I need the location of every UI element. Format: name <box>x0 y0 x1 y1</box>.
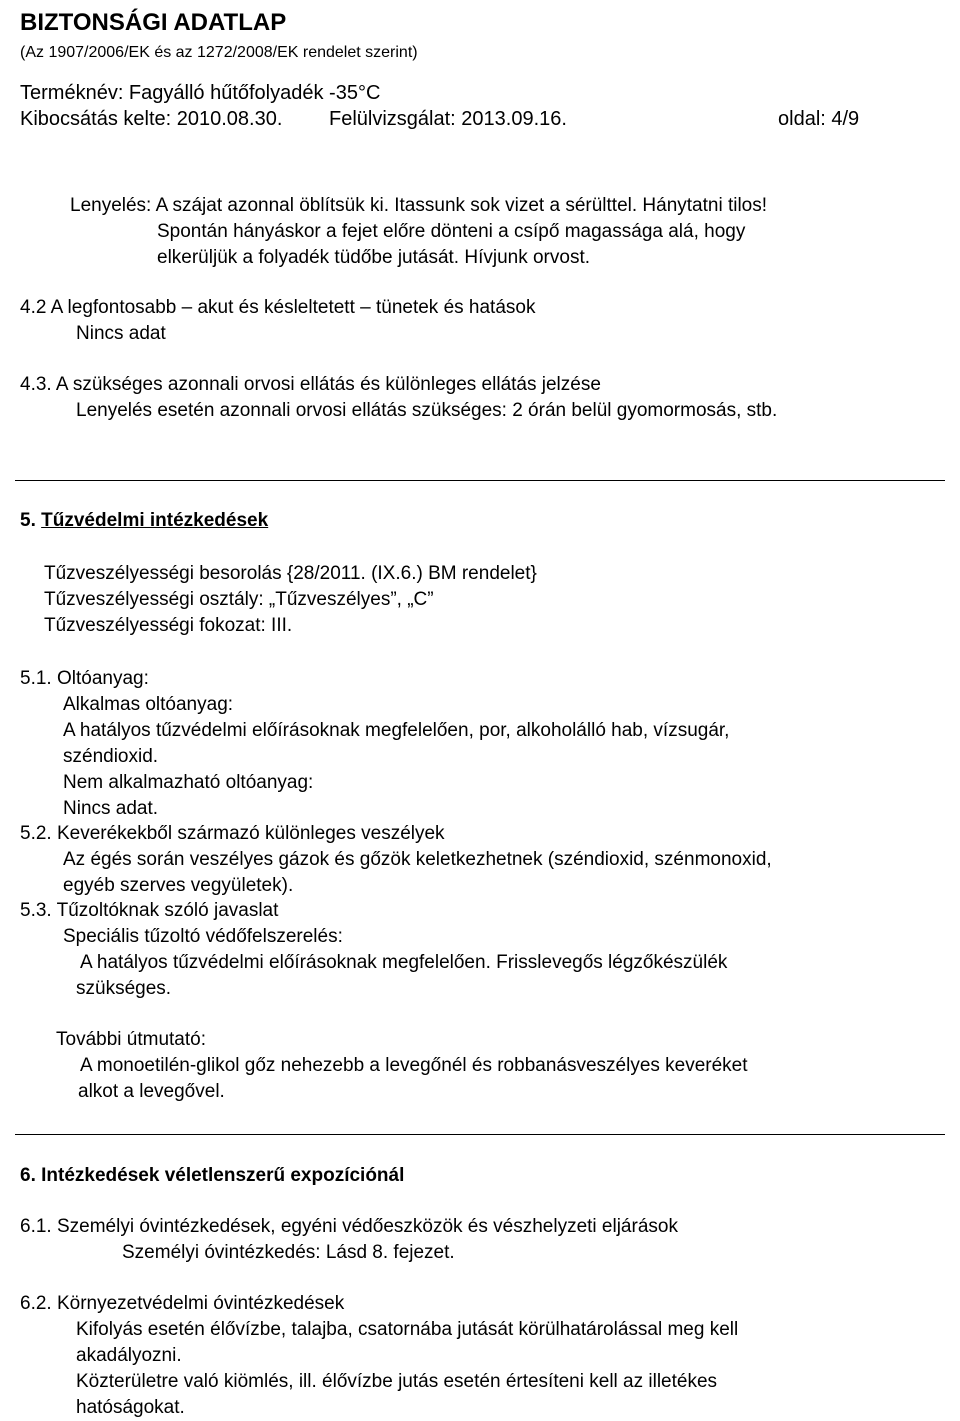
section-5-2-line-a: Az égés során veszélyes gázok és gőzök keletkezhetnek (széndioxid, szénmonoxid, <box>63 849 772 870</box>
further-guidance-line-b: alkot a levegővel. <box>78 1081 225 1102</box>
swallow-line-1: Lenyelés: A szájat azonnal öblítsük ki. Itassunk sok vizet a sérülttel. Hánytatni tilos! <box>70 195 768 216</box>
section-6-2-line-c: Közterületre való kiömlés, ill. élővízbe jutás esetén értesíteni kell az illetékes <box>76 1371 718 1392</box>
section-5-2-line-b: egyéb szerves vegyületek). <box>63 875 294 896</box>
section-5-1-line-d: Nem alkalmazható oltóanyag: <box>63 772 314 793</box>
section-5-3-line-a: Speciális tűzoltó védőfelszerelés: <box>63 926 343 947</box>
section-4-2-text: Nincs adat <box>76 323 166 344</box>
page-number: oldal: 4/9 <box>778 108 860 130</box>
section-5-1-line-e: Nincs adat. <box>63 798 159 819</box>
section-6-2-heading: 6.2. Környezetvédelmi óvintézkedések <box>20 1293 345 1314</box>
issue-date: Kibocsátás kelte: 2010.08.30. <box>20 108 283 130</box>
document-title: BIZTONSÁGI ADATLAP <box>20 9 287 36</box>
section-4-2-heading: 4.2 A legfontosabb – akut és késleltetett – tünetek és hatások <box>20 297 536 318</box>
section-5-2-heading: 5.2. Keverékekből származó különleges veszélyek <box>20 823 445 844</box>
section-divider <box>15 1134 945 1135</box>
product-name: Terméknév: Fagyálló hűtőfolyadék -35°C <box>20 82 381 104</box>
section-5-1-line-b: A hatályos tűzvédelmi előírásoknak megfelelően, por, alkoholálló hab, vízsugár, <box>63 720 730 741</box>
fire-class-line-2: Tűzveszélyességi osztály: „Tűzveszélyes”, „C” <box>44 589 434 610</box>
section-4-3-heading: 4.3. A szükséges azonnali orvosi ellátás és különleges ellátás jelzése <box>20 374 601 395</box>
further-guidance-heading: További útmutató: <box>56 1029 206 1050</box>
section-5-1-line-a: Alkalmas oltóanyag: <box>63 694 234 715</box>
section-5-3-heading: 5.3. Tűzoltóknak szóló javaslat <box>20 900 279 921</box>
section-4-3-text: Lenyelés esetén azonnali orvosi ellátás szükséges: 2 órán belül gyomormosás, stb. <box>76 400 778 421</box>
section-5-heading <box>20 508 268 534</box>
revision-date: Felülvizsgálat: 2013.09.16. <box>329 108 567 130</box>
swallow-line-2: Spontán hányáskor a fejet előre dönteni a csípő magassága alá, hogy <box>157 221 746 242</box>
section-6-1-line-a: Személyi óvintézkedés: Lásd 8. fejezet. <box>122 1242 455 1263</box>
section-5-3-line-c: szükséges. <box>76 978 172 999</box>
further-guidance-line-a: A monoetilén-glikol gőz nehezebb a levegőnél és robbanásveszélyes keveréket <box>80 1055 748 1076</box>
section-6-heading: 6. Intézkedések véletlenszerű expozíciónál <box>20 1165 405 1186</box>
section-divider <box>15 480 945 481</box>
fire-class-line-1: Tűzveszélyességi besorolás {28/2011. (IX.6.) BM rendelet} <box>44 563 537 584</box>
section-5-title: Tűzvédelmi intézkedések <box>41 510 269 531</box>
section-5-1-heading: 5.1. Oltóanyag: <box>20 668 149 689</box>
swallow-line-3: elkerüljük a folyadék tüdőbe jutását. Hívjunk orvost. <box>157 247 591 268</box>
section-6-1-heading: 6.1. Személyi óvintézkedések, egyéni védőeszközök és vészhelyzeti eljárások <box>20 1216 678 1237</box>
section-6-2-line-b: akadályozni. <box>76 1345 182 1366</box>
section-5-number: 5. <box>20 510 36 531</box>
fire-class-line-3: Tűzveszélyességi fokozat: III. <box>44 615 293 636</box>
regulation-subtitle: (Az 1907/2006/EK és az 1272/2008/EK rendelet szerint) <box>20 44 418 61</box>
section-5-3-line-b: A hatályos tűzvédelmi előírásoknak megfelelően. Frisslevegős légzőkészülék <box>80 952 728 973</box>
section-5-1-line-c: széndioxid. <box>63 746 159 767</box>
section-6-2-line-d: hatóságokat. <box>76 1397 185 1418</box>
section-6-2-line-a: Kifolyás esetén élővízbe, talajba, csatornába jutását körülhatárolással meg kell <box>76 1319 739 1340</box>
